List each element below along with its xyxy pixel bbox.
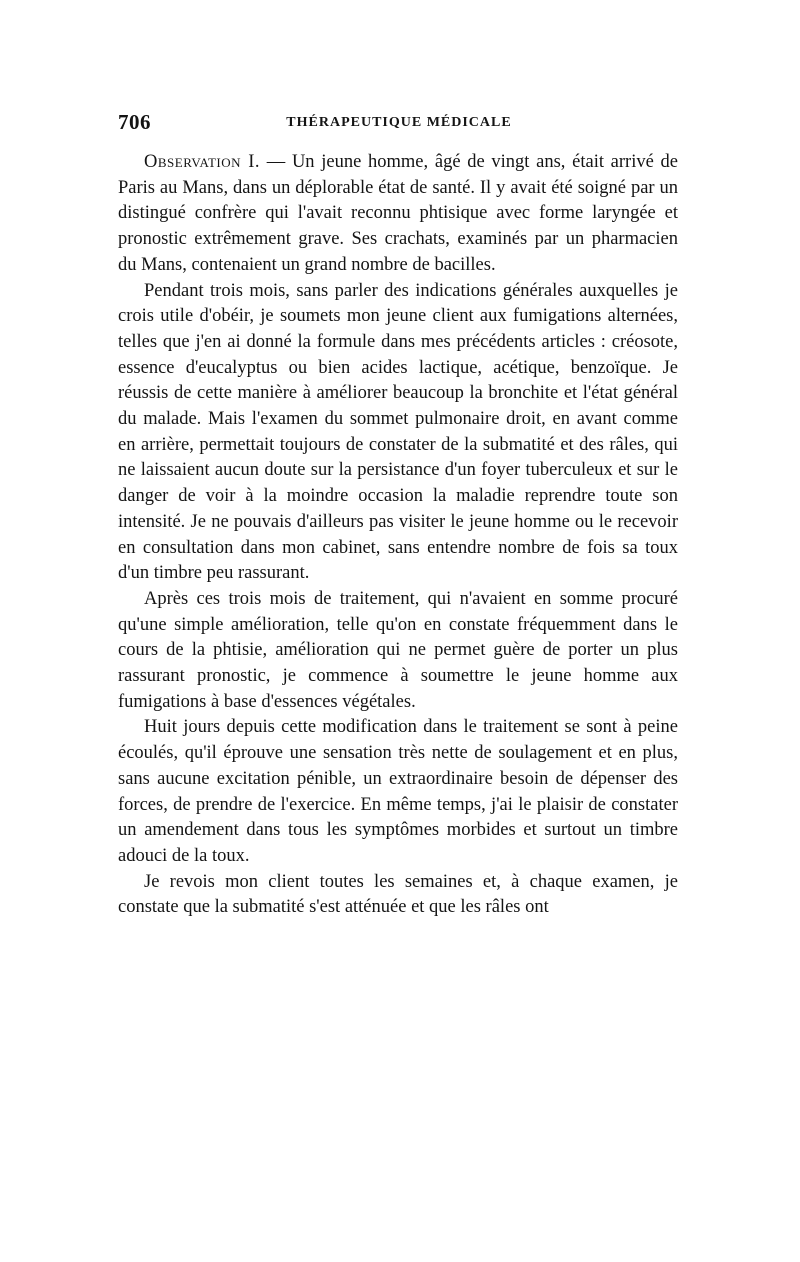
body-text	[118, 150, 678, 921]
paragraph: Pendant trois mois, sans parler des indications générales auxquelles je crois utile d'obéir, je soumets mon jeune client aux fumigations alternées, telles que j'en ai donné la formule dans mes précédents articles : créosote, essence d'eucalyptus ou bien acides lactique, acétique, benzoïque. Je réussis de cette manière à améliorer beaucoup la bronchite et l'état général du malade. Mais l'examen du sommet pulmonaire droit, en avant comme en arrière, permettait toujours de constater de la submatité et des râles, qui ne laissaient aucun doute sur la persistance d'un foyer tuberculeux et sur le danger de voir à la moindre occasion la maladie reprendre toute son intensité. Je ne pouvais d'ailleurs pas visiter le jeune homme ou le recevoir en consultation dans mon cabinet, sans entendre nombre de fois sa toux d'un timbre peu rassurant.	[118, 280, 678, 584]
paragraph: Après ces trois mois de traitement, qui n'avaient en somme procuré qu'une simple amélioration, telle qu'on en constate fréquemment dans le cours de la phtisie, amélioration qui ne permet guère de porter un plus rassurant pronostic, je commence à soumettre le jeune homme aux fumigations à base d'essences végétales.	[118, 588, 678, 712]
running-title: THÉRAPEUTIQUE MÉDICALE	[286, 115, 512, 130]
paragraph: Huit jours depuis cette modification dans le traitement se sont à peine écoulés, qu'il éprouve une sensation très nette de soulagement et en plus, sans aucune excitation pénible, un extraordinaire besoin de dépenser des forces, de prendre de l'exercice. En même temps, j'ai le plaisir de constater un amendement dans tous les symptômes morbides et surtout un timbre adouci de la toux.	[118, 717, 678, 866]
observation-label: Observation I.	[144, 152, 261, 172]
observation-text: — Un jeune homme, âgé de vingt ans, était arrivé de Paris au Mans, dans un déplorable état de santé. Il y avait été soigné par un distingué confrère qui l'avait reconnu phtisique avec forme laryngée et pronostic extrêmement grave. Ses crachats, examinés par un pharmacien du Mans, contenaient un grand nombre de bacilles.	[118, 152, 678, 275]
page-header	[118, 110, 680, 144]
paragraph: Je revois mon client toutes les semaines et, à chaque examen, je constate que la submatité s'est atténuée et que les râles ont	[118, 871, 678, 918]
page-number: 706	[118, 110, 151, 134]
observation-paragraph	[118, 150, 678, 279]
